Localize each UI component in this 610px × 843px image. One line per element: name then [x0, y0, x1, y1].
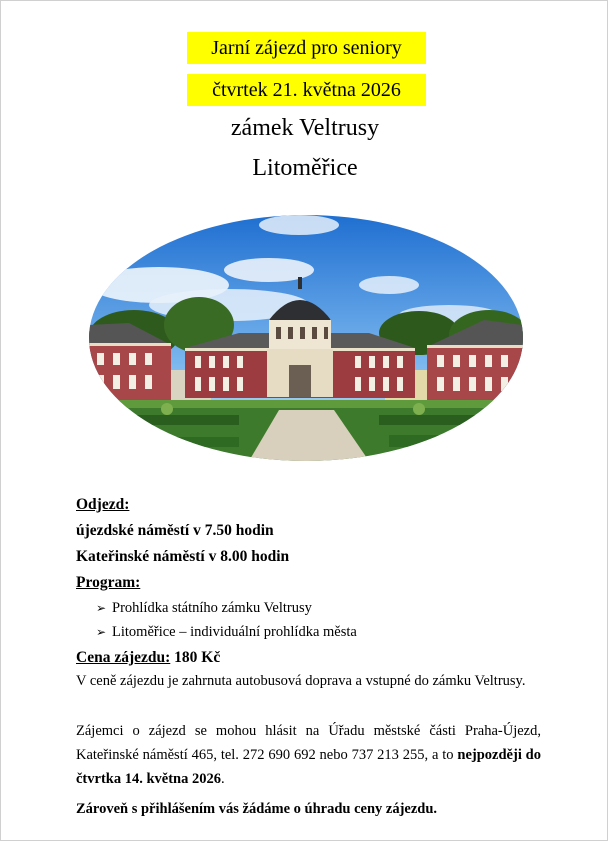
registration-paragraph	[76, 719, 541, 791]
city-title: Litoměřice	[252, 155, 358, 181]
program-item-2	[96, 624, 357, 641]
registration-text: Zájemci o zájezd se mohou hlásit na Úřadu městské části Praha-Újezd, Kateřinské náměstí 465, tel. 272 690 692 nebo 737 213 255, a to	[76, 723, 541, 763]
departure-heading: Odjezd:	[76, 496, 130, 513]
departure-stop-2: Kateřinské náměstí v 8.00 hodin	[76, 548, 290, 565]
arrow-bullet-icon: ➢	[96, 601, 107, 615]
price-label: Cena zájezdu:	[76, 649, 171, 666]
arrow-bullet-icon: ➢	[96, 625, 107, 639]
program-item-label: Prohlídka státního zámku Veltrusy	[112, 600, 312, 616]
trip-date: čtvrtek 21. května 2026	[187, 74, 426, 106]
venue-title: zámek Veltrusy	[230, 115, 380, 141]
program-heading: Program:	[76, 574, 141, 591]
registration-deadline: nejpozději do čtvrtka 14. května 2026	[76, 747, 541, 787]
price-value: 180 Kč	[174, 649, 221, 666]
registration-text-end: .	[221, 771, 225, 787]
payment-note: Zároveň s přihlášením vás žádáme o úhradu ceny zájezdu.	[76, 801, 438, 817]
program-item-1	[96, 600, 312, 617]
departure-stop-1: újezdské náměstí v 7.50 hodin	[76, 522, 274, 539]
chateau-photo	[89, 215, 523, 461]
program-item-label: Litoměřice – individuální prohlídka města	[112, 624, 357, 640]
price-line	[76, 649, 220, 667]
price-note: V ceně zájezdu je zahrnuta autobusová doprava a vstupné do zámku Veltrusy.	[76, 673, 526, 689]
trip-title: Jarní zájezd pro seniory	[187, 32, 426, 64]
